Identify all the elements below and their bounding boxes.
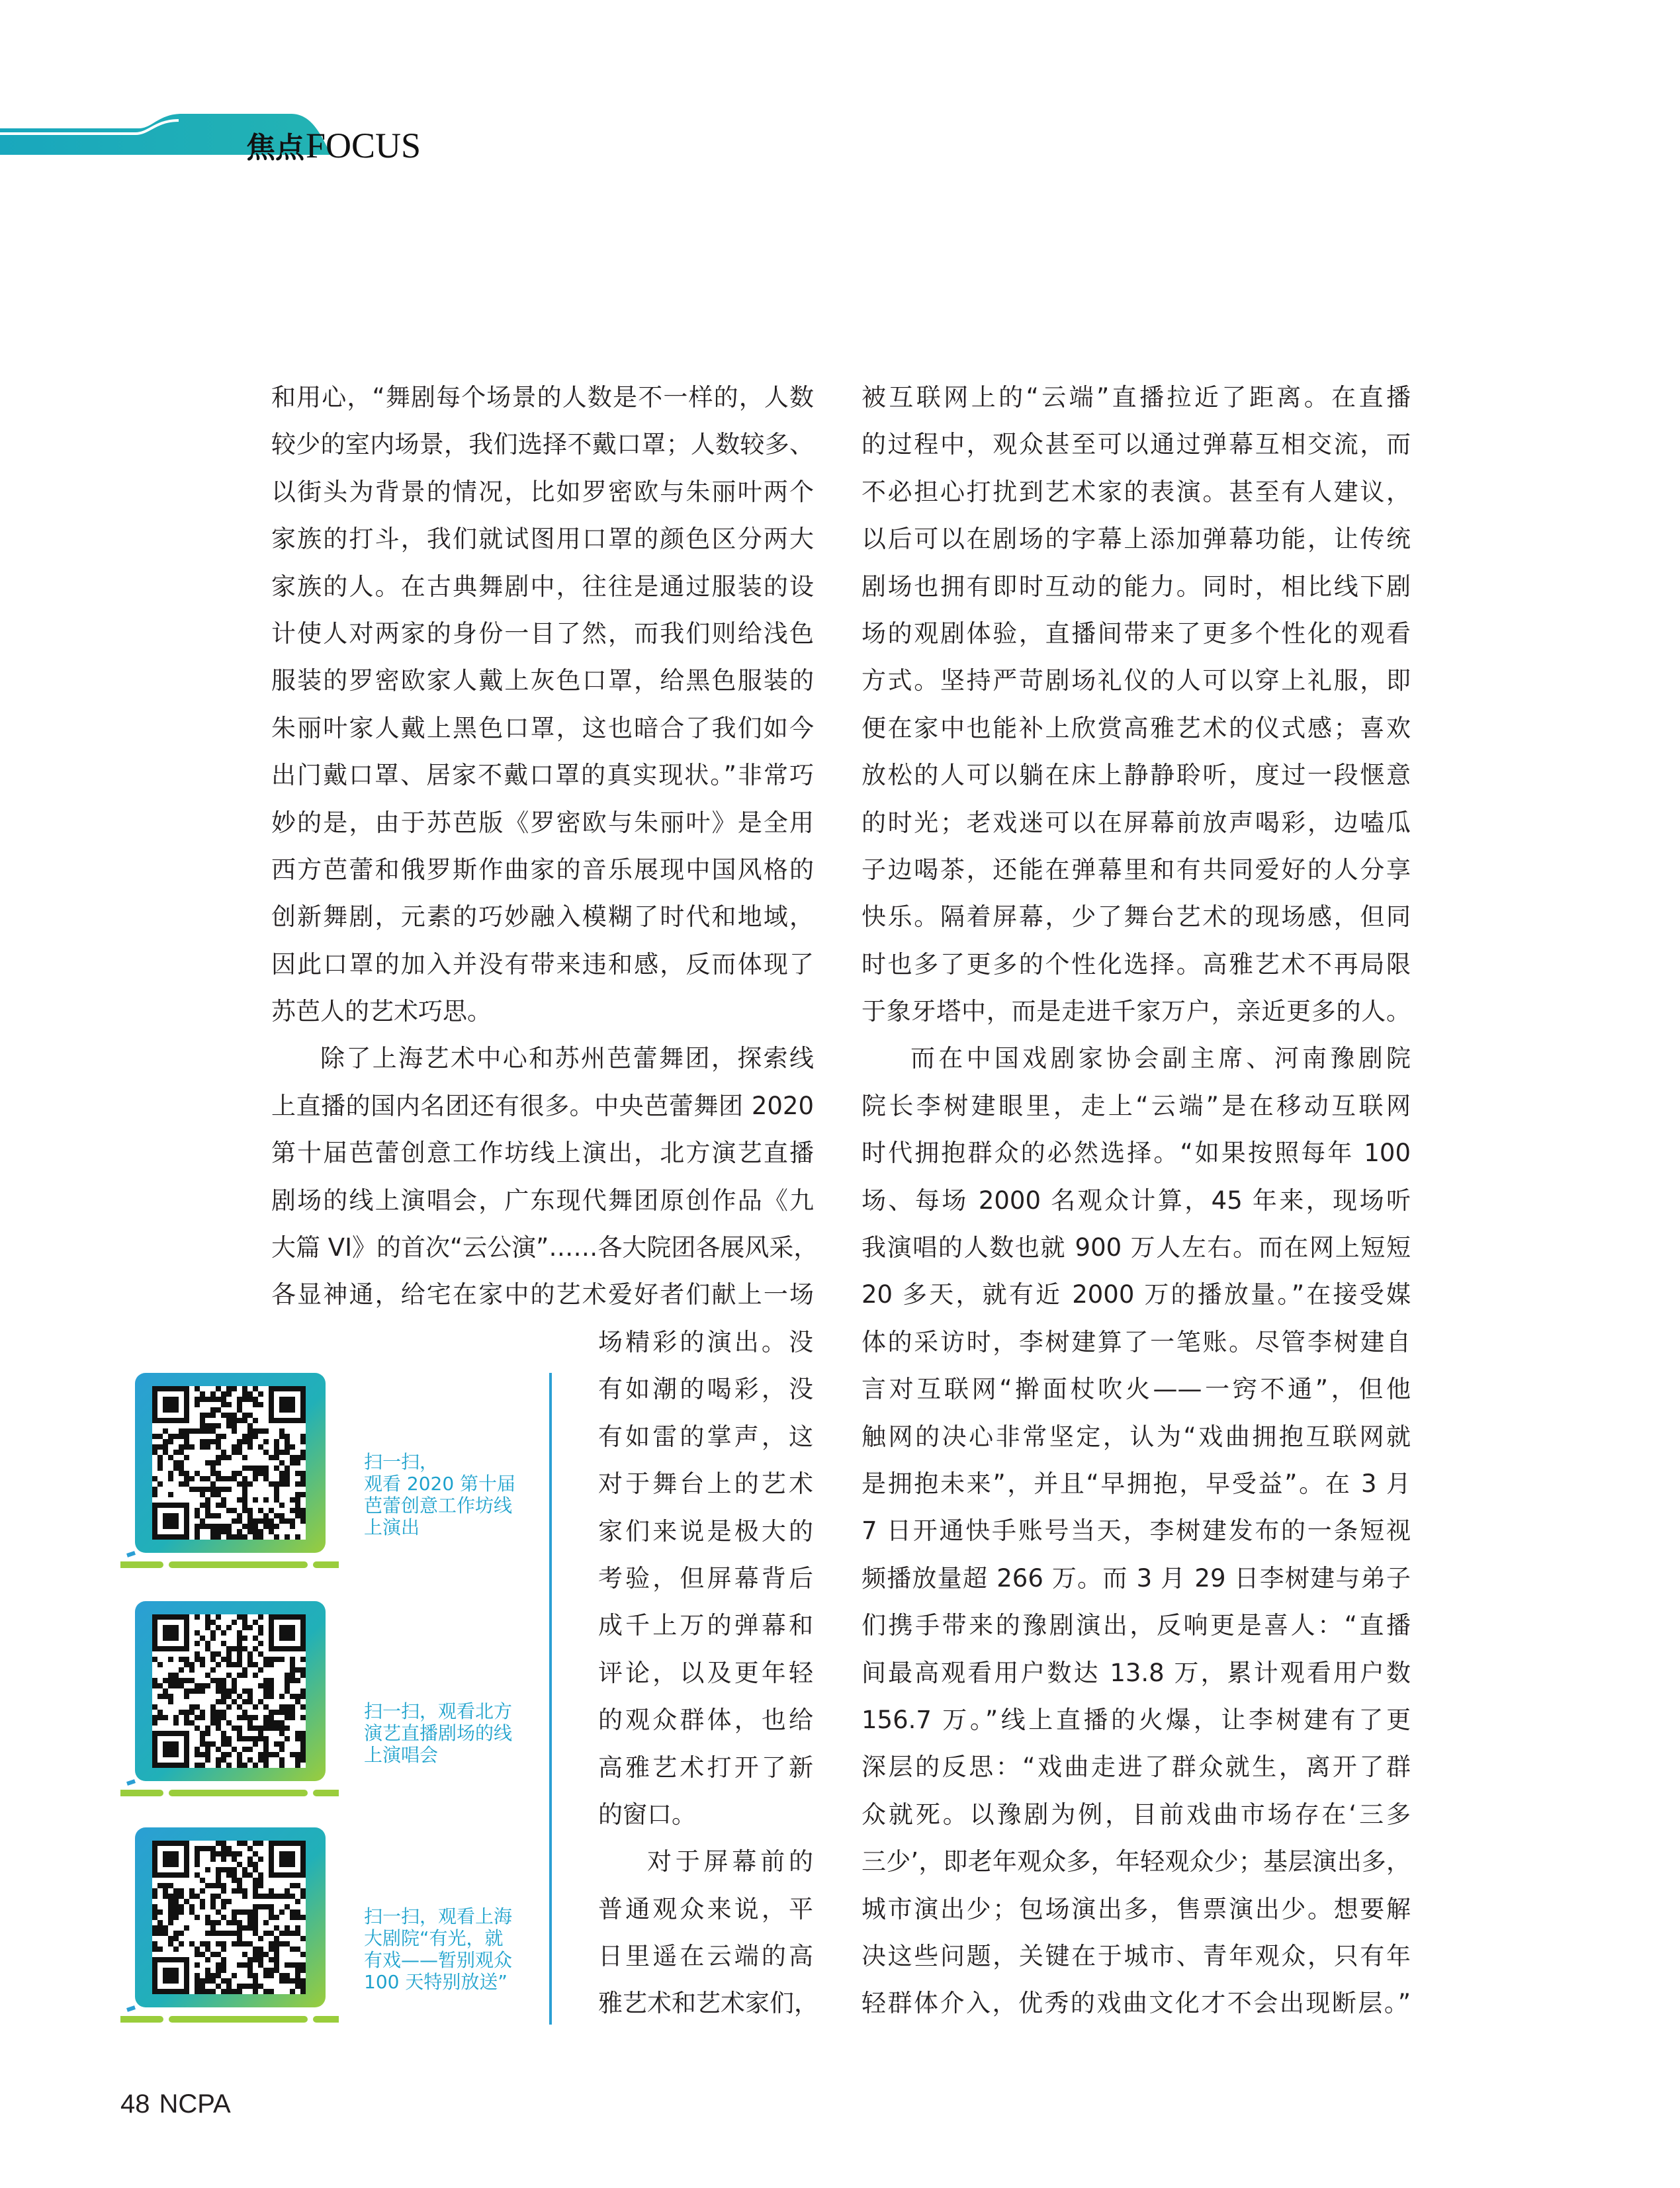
text-line: 场、每场 2000 名观众计算，45 年来，现场听	[862, 1186, 1411, 1215]
text-line: 以街头为背景的情况，比如罗密欧与朱丽叶两个	[271, 477, 814, 506]
text-line: 计使人对两家的身份一目了然，而我们则给浅色	[271, 619, 814, 648]
text-line: 时代拥抱群众的必然选择。“如果按照每年 100	[862, 1139, 1411, 1168]
text-line: 朱丽叶家人戴上黑色口罩，这也暗合了我们如今	[271, 713, 814, 742]
text-line: 方式。坚持严苛剧场礼仪的人可以穿上礼服，即	[862, 666, 1411, 695]
text-line: 苏芭人的艺术巧思。	[271, 997, 492, 1026]
text-line: 高雅艺术打开了新	[598, 1753, 813, 1782]
qr-code-icon[interactable]	[152, 1386, 306, 1540]
text-line: 便在家中也能补上欣赏高雅艺术的仪式感；喜欢	[862, 713, 1411, 742]
text-line: 服装的罗密欧家人戴上灰色口罩，给黑色服装的	[271, 666, 814, 695]
text-line: 上直播的国内名团还有很多。中央芭蕾舞团 2020	[271, 1091, 814, 1120]
text-line: 20 多天，就有近 2000 万的播放量。”在接受媒	[862, 1280, 1411, 1309]
article-column-left	[271, 374, 818, 1319]
text-line: 家们来说是极大的	[598, 1516, 813, 1546]
text-line: 频播放量超 266 万。而 3 月 29 日李树建与弟子	[862, 1563, 1411, 1593]
text-line: 子边喝茶，还能在弹幕里和有共同爱好的人分享	[862, 855, 1411, 884]
text-line: 大篇 VI》的首次“云公演”……各大院团各展风采，	[271, 1233, 818, 1262]
text-line: 较少的室内场景，我们选择不戴口罩；人数较多、	[271, 430, 814, 459]
qr-block	[120, 1827, 544, 2039]
text-line: 有如雷的掌声，这	[598, 1422, 813, 1451]
text-line: 而在中国戏剧家协会副主席、河南豫剧院	[910, 1044, 1411, 1073]
text-line: 雅艺术和艺术家们，	[598, 1989, 818, 2018]
text-line: 的过程中，观众甚至可以通过弹幕互相交流，而	[862, 430, 1411, 459]
text-line: 是拥抱未来”，并且“早拥抱，早受益”。在 3 月	[862, 1469, 1411, 1498]
qr-divider-line	[549, 1373, 552, 2025]
text-line: 因此口罩的加入并没有带来违和感，反而体现了	[271, 949, 814, 979]
qr-code-icon[interactable]	[152, 1614, 306, 1768]
qr-caption-line: 演艺直播剧场的线	[364, 1722, 513, 1744]
text-line: 创新舞剧，元素的巧妙融入模糊了时代和地域，	[271, 902, 814, 932]
text-line: 家族的打斗，我们就试图用口罩的颜色区分两大	[271, 525, 814, 554]
qr-block	[120, 1601, 544, 1813]
text-line: 各显神通，给宅在家中的艺术爱好者们献上一场	[271, 1280, 814, 1309]
text-line: 于象牙塔中，而是走进千家万户，亲近更多的人。	[862, 997, 1411, 1026]
text-line: 的窗口。	[598, 1800, 696, 1829]
section-title-en: FOCUS	[306, 126, 421, 165]
qr-caption-line: 扫一扫，观看上海	[364, 1905, 513, 1927]
text-line: 间最高观看用户数达 13.8 万，累计观看用户数	[862, 1658, 1411, 1687]
text-line: 除了上海艺术中心和苏州芭蕾舞团，探索线	[320, 1044, 814, 1073]
text-line: 日里遥在云端的高	[598, 1942, 813, 1971]
text-line: 言对互联网“擀面杖吹火——一窍不通”，但他	[862, 1375, 1411, 1404]
text-line: 场的观剧体验，直播间带来了更多个性化的观看	[862, 619, 1411, 648]
text-line: 成千上万的弹幕和	[598, 1611, 813, 1640]
qr-caption	[364, 1700, 512, 1766]
text-line: 西方芭蕾和俄罗斯作曲家的音乐展现中国风格的	[271, 855, 814, 884]
section-label	[246, 119, 421, 172]
article-column-narrow	[598, 1319, 818, 2027]
text-line: 对于屏幕前的	[647, 1847, 813, 1876]
text-line: 触网的决心非常坚定，认为“戏曲拥抱互联网就	[862, 1422, 1411, 1451]
text-line: 不必担心打扰到艺术家的表演。甚至有人建议，	[862, 477, 1411, 506]
qr-caption-line: 扫一扫，观看北方	[364, 1700, 513, 1722]
text-line: 深层的反思：“戏曲走进了群众就生，离开了群	[862, 1753, 1411, 1782]
text-line: 对于舞台上的艺术	[598, 1469, 813, 1499]
qr-caption	[364, 1905, 512, 1993]
article-column-right	[862, 374, 1411, 2027]
text-line: 评论，以及更年轻	[598, 1658, 813, 1687]
text-line: 第十届芭蕾创意工作坊线上演出，北方演艺直播	[271, 1139, 814, 1168]
text-line: 剧场也拥有即时互动的能力。同时，相比线下剧	[862, 572, 1411, 601]
text-line: 体的采访时，李树建算了一笔账。尽管李树建自	[862, 1327, 1411, 1356]
qr-caption-line: 大剧院“有光，就	[364, 1927, 504, 1949]
text-line: 的观众群体，也给	[598, 1706, 813, 1735]
qr-code-icon[interactable]	[152, 1841, 306, 1994]
text-line: 有如潮的喝彩，没	[598, 1375, 813, 1404]
text-line: 们携手带来的豫剧演出，反响更是喜人：“直播	[862, 1611, 1411, 1640]
qr-caption	[364, 1451, 515, 1538]
text-line: 普通观众来说，平	[598, 1894, 813, 1923]
text-line: 7 日开通快手账号当天，李树建发布的一条短视	[862, 1516, 1411, 1546]
text-line: 出门戴口罩、居家不戴口罩的真实现状。”非常巧	[271, 761, 814, 790]
qr-caption-line: 芭蕾创意工作坊线	[364, 1495, 513, 1516]
text-line: 156.7 万。”线上直播的火爆，让李树建有了更	[862, 1705, 1411, 1734]
qr-block	[120, 1373, 544, 1585]
section-title-zh: 焦点	[246, 131, 304, 165]
text-line: 快乐。隔着屏幕，少了舞台艺术的现场感，但同	[862, 902, 1411, 932]
magazine-name: NCPA	[159, 2089, 231, 2119]
qr-caption-line: 上演出	[364, 1516, 420, 1538]
text-line: 以后可以在剧场的字幕上添加弹幕功能，让传统	[862, 525, 1411, 554]
qr-caption-line: 100 天特别放送”	[364, 1971, 508, 1993]
text-line: 剧场的线上演唱会，广东现代舞团原创作品《九	[271, 1186, 814, 1215]
text-line: 场精彩的演出。没	[598, 1328, 813, 1356]
text-line: 众就死。以豫剧为例，目前戏曲市场存在‘三多	[862, 1800, 1411, 1829]
text-line: 时也多了更多的个性化选择。高雅艺术不再局限	[862, 949, 1411, 979]
text-line: 三少’，即老年观众多，年轻观众少；基层演出多，	[862, 1847, 1411, 1876]
text-line: 妙的是，由于苏芭版《罗密欧与朱丽叶》是全用	[271, 808, 814, 837]
text-line: 被互联网上的“云端”直播拉近了距离。在直播	[862, 383, 1411, 412]
qr-caption-line: 扫一扫，	[364, 1451, 439, 1473]
text-line: 考验，但屏幕背后	[598, 1563, 813, 1593]
text-line: 决这些问题，关键在于城市、青年观众，只有年	[862, 1941, 1411, 1970]
text-line: 我演唱的人数也就 900 万人左右。而在网上短短	[862, 1233, 1411, 1262]
text-line: 的时光；老戏迷可以在屏幕前放声喝彩，边嗑瓜	[862, 808, 1411, 837]
page-number: 48	[120, 2089, 150, 2119]
text-line: 院长李树建眼里，走上“云端”是在移动互联网	[862, 1091, 1411, 1120]
text-line: 轻群体介入，优秀的戏曲文化才不会出现断层。”	[862, 1989, 1411, 2018]
text-line: 家族的人。在古典舞剧中，往往是通过服装的设	[271, 572, 814, 601]
text-line: 放松的人可以躺在床上静静聆听，度过一段惬意	[862, 761, 1411, 790]
text-line: 城市演出少；包场演出多，售票演出少。想要解	[862, 1894, 1411, 1923]
qr-caption-line: 观看 2020 第十届	[364, 1473, 516, 1495]
page-footer	[120, 2089, 231, 2119]
text-line: 和用心，“舞剧每个场景的人数是不一样的，人数	[271, 383, 814, 412]
qr-caption-line: 上演唱会	[364, 1744, 439, 1766]
qr-caption-line: 有戏——暂别观众	[364, 1949, 513, 1971]
